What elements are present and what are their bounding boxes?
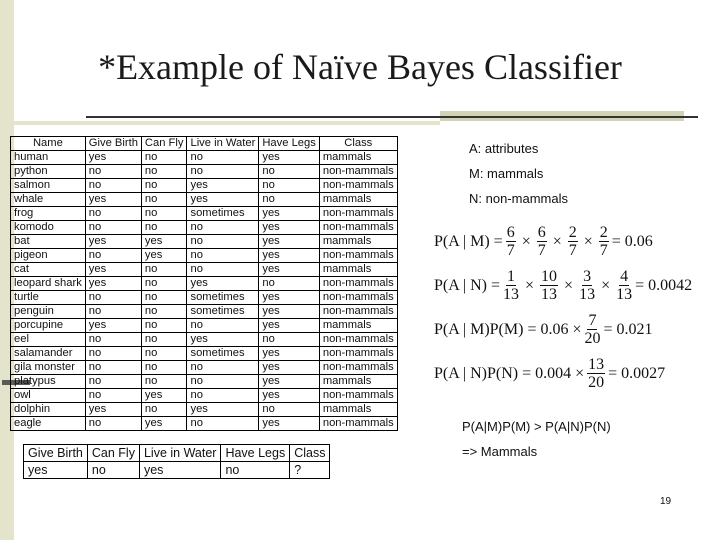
table-cell: leopard shark [11, 277, 86, 291]
denominator: 7 [599, 242, 608, 259]
table-row [11, 417, 398, 431]
table-row [11, 347, 398, 361]
numerator: 13 [588, 356, 605, 373]
table-cell: no [141, 305, 187, 319]
table-cell: yes [259, 417, 320, 431]
query-header-row [24, 445, 330, 462]
table-cell: no [187, 361, 259, 375]
table-cell: yes [85, 193, 141, 207]
table-row [11, 361, 398, 375]
query-table [23, 444, 330, 479]
table-cell: salmon [11, 179, 86, 193]
table-cell: yes [141, 249, 187, 263]
table-cell: yes [259, 305, 320, 319]
table-cell: no [187, 235, 259, 249]
table-cell: mammals [319, 375, 397, 389]
table-cell: yes [85, 151, 141, 165]
table-cell: no [85, 347, 141, 361]
denominator: 7 [506, 242, 515, 259]
table-cell: no [141, 333, 187, 347]
table-cell: yes [259, 389, 320, 403]
table-cell: mammals [319, 193, 397, 207]
table-cell: no [85, 305, 141, 319]
operator: × [564, 276, 574, 294]
table-cell: eel [11, 333, 86, 347]
table-cell: non-mammals [319, 165, 397, 179]
fraction [599, 224, 609, 259]
table-cell: no [259, 193, 320, 207]
operator: × [583, 232, 593, 250]
table-cell: no [141, 347, 187, 361]
table-cell: frog [11, 207, 86, 221]
table-cell: komodo [11, 221, 86, 235]
table-cell: sometimes [187, 207, 259, 221]
table-row [11, 319, 398, 333]
table-cell: no [187, 319, 259, 333]
table-cell: non-mammals [319, 417, 397, 431]
numerator: 4 [620, 268, 629, 285]
table-cell: no [259, 333, 320, 347]
table-body [11, 151, 398, 431]
table-cell: no [85, 361, 141, 375]
table-cell: yes [259, 319, 320, 333]
table-cell: no [85, 207, 141, 221]
table-cell: yes [259, 235, 320, 249]
table-cell: no [141, 151, 187, 165]
operator: × [601, 276, 611, 294]
denominator: 13 [579, 286, 596, 303]
table-cell: no [85, 221, 141, 235]
table-row [11, 249, 398, 263]
title-rule-shadow [14, 121, 440, 125]
equation-result: = 0.0042 [635, 276, 693, 294]
table-cell: yes [85, 263, 141, 277]
slide-title: *Example of Naïve Bayes Classifier [98, 47, 622, 87]
table-cell: no [85, 375, 141, 389]
table-cell: salamander [11, 347, 86, 361]
comparison-statement: P(A|M)P(M) > P(A|N)P(N) [462, 419, 611, 434]
table-cell: no [259, 165, 320, 179]
table-cell: yes [187, 403, 259, 417]
query-cell: no [87, 462, 139, 479]
table-row [11, 333, 398, 347]
fraction [506, 224, 516, 259]
column-header: Class [319, 137, 397, 151]
table-cell: turtle [11, 291, 86, 305]
table-cell: no [141, 221, 187, 235]
table-cell: no [141, 263, 187, 277]
numerator: 10 [541, 268, 558, 285]
table-cell: non-mammals [319, 333, 397, 347]
table-cell: yes [259, 221, 320, 235]
operator: × [552, 232, 562, 250]
table-cell: yes [259, 347, 320, 361]
fraction [568, 224, 578, 259]
query-value-row [24, 462, 330, 479]
equation-lhs: P(A | N)P(N) = 0.004 × [434, 364, 585, 382]
table-cell: python [11, 165, 86, 179]
table-cell: non-mammals [319, 277, 397, 291]
table-row [11, 151, 398, 165]
table-cell: no [187, 221, 259, 235]
numerator: 6 [506, 224, 515, 241]
equation-likelihood-mammals [434, 224, 653, 259]
fraction [616, 268, 632, 303]
numerator: 7 [588, 312, 597, 329]
table-cell: yes [141, 389, 187, 403]
legend-non-mammals: N: non-mammals [469, 191, 568, 206]
table-cell: no [85, 165, 141, 179]
table-cell: non-mammals [319, 291, 397, 305]
table-cell: no [141, 361, 187, 375]
column-header: Can Fly [141, 137, 187, 151]
denominator: 20 [584, 330, 601, 347]
table-cell: cat [11, 263, 86, 277]
table-row [11, 291, 398, 305]
table-cell: no [141, 193, 187, 207]
table-row [11, 305, 398, 319]
table-row [11, 193, 398, 207]
table-cell: non-mammals [319, 249, 397, 263]
table-cell: no [259, 403, 320, 417]
table-cell: no [85, 291, 141, 305]
table-header-row [11, 137, 398, 151]
table-cell: yes [259, 249, 320, 263]
table-cell: yes [141, 235, 187, 249]
table-cell: gila monster [11, 361, 86, 375]
table-cell: no [259, 277, 320, 291]
table-cell: no [141, 165, 187, 179]
table-row [11, 277, 398, 291]
equation-lhs: P(A | M) = [434, 232, 503, 250]
table-cell: no [85, 249, 141, 263]
table-cell: yes [259, 375, 320, 389]
table-cell: pigeon [11, 249, 86, 263]
table-cell: penguin [11, 305, 86, 319]
table-cell: platypus [11, 375, 86, 389]
table-cell: yes [187, 193, 259, 207]
table-cell: mammals [319, 263, 397, 277]
table-cell: no [141, 207, 187, 221]
table-cell: dolphin [11, 403, 86, 417]
table-cell: whale [11, 193, 86, 207]
table-cell: no [141, 277, 187, 291]
table-cell: non-mammals [319, 305, 397, 319]
table-row [11, 389, 398, 403]
table-cell: non-mammals [319, 347, 397, 361]
table-cell: yes [259, 263, 320, 277]
equation-posterior-mammals [434, 312, 653, 347]
table-cell: no [141, 375, 187, 389]
table-cell: no [187, 151, 259, 165]
table-cell: sometimes [187, 305, 259, 319]
table-cell: no [85, 417, 141, 431]
query-header: Can Fly [87, 445, 139, 462]
table-cell: yes [259, 207, 320, 221]
table-cell: non-mammals [319, 361, 397, 375]
legend-attributes: A: attributes [469, 141, 539, 156]
page-number: 19 [660, 496, 672, 507]
table-cell: yes [259, 361, 320, 375]
table-cell: no [187, 389, 259, 403]
query-cell: ? [290, 462, 330, 479]
table-cell: sometimes [187, 347, 259, 361]
table-cell: yes [187, 277, 259, 291]
column-header: Name [11, 137, 86, 151]
equation-posterior-non-mammals [434, 356, 665, 391]
table-cell: porcupine [11, 319, 86, 333]
table-row [11, 179, 398, 193]
column-header: Live in Water [187, 137, 259, 151]
table-cell: no [141, 179, 187, 193]
numerator: 2 [568, 224, 577, 241]
numerator: 3 [583, 268, 592, 285]
table-cell: yes [187, 333, 259, 347]
equation-result: = 0.021 [603, 320, 653, 338]
denominator: 13 [541, 286, 558, 303]
table-cell: bat [11, 235, 86, 249]
table-cell: no [141, 319, 187, 333]
table-cell: no [141, 403, 187, 417]
table-cell: no [141, 291, 187, 305]
table-cell: yes [259, 291, 320, 305]
table-row [11, 221, 398, 235]
table-cell: mammals [319, 319, 397, 333]
table-row [11, 207, 398, 221]
fraction [540, 268, 558, 303]
equation-lhs: P(A | N) = [434, 276, 501, 294]
table-cell: non-mammals [319, 179, 397, 193]
table-cell: non-mammals [319, 221, 397, 235]
fraction [587, 356, 605, 391]
table-cell: no [187, 263, 259, 277]
table-cell: non-mammals [319, 207, 397, 221]
column-header: Give Birth [85, 137, 141, 151]
table-cell: no [187, 165, 259, 179]
table-cell: non-mammals [319, 389, 397, 403]
table-cell: no [85, 179, 141, 193]
equation-result: = 0.0027 [608, 364, 666, 382]
fraction [579, 268, 595, 303]
table-cell: mammals [319, 235, 397, 249]
equation-likelihood-non-mammals [434, 268, 692, 303]
table-cell: no [259, 179, 320, 193]
table-cell: eagle [11, 417, 86, 431]
table-cell: mammals [319, 151, 397, 165]
training-data-table [10, 136, 398, 431]
denominator: 13 [616, 286, 633, 303]
query-header: Give Birth [24, 445, 88, 462]
legend-mammals: M: mammals [469, 166, 544, 181]
query-header: Live in Water [139, 445, 220, 462]
table-cell: no [187, 417, 259, 431]
operator: × [525, 276, 535, 294]
table-row [11, 263, 398, 277]
query-header: Class [290, 445, 330, 462]
fraction [503, 268, 519, 303]
table-cell: yes [141, 417, 187, 431]
numerator: 1 [507, 268, 516, 285]
table-cell: human [11, 151, 86, 165]
query-cell: no [221, 462, 290, 479]
numerator: 2 [599, 224, 608, 241]
column-header: Have Legs [259, 137, 320, 151]
equation-lhs: P(A | M)P(M) = 0.06 × [434, 320, 582, 338]
query-cell: yes [24, 462, 88, 479]
denominator: 7 [537, 242, 546, 259]
table-cell: no [187, 249, 259, 263]
fraction [537, 224, 547, 259]
table-cell: yes [85, 277, 141, 291]
table-cell: no [85, 389, 141, 403]
title-rule [86, 116, 698, 118]
table-cell: no [85, 333, 141, 347]
query-cell: yes [139, 462, 220, 479]
denominator: 13 [503, 286, 520, 303]
table-cell: yes [85, 403, 141, 417]
table-cell: yes [187, 179, 259, 193]
conclusion-statement: => Mammals [462, 444, 538, 459]
numerator: 6 [537, 224, 546, 241]
table-cell: owl [11, 389, 86, 403]
table-cell: mammals [319, 403, 397, 417]
table-cell: no [187, 375, 259, 389]
denominator: 20 [588, 374, 605, 391]
table-cell: yes [85, 319, 141, 333]
fraction [584, 312, 600, 347]
query-header: Have Legs [221, 445, 290, 462]
denominator: 7 [568, 242, 577, 259]
table-row [11, 375, 398, 389]
table-cell: sometimes [187, 291, 259, 305]
table-row [11, 165, 398, 179]
table-cell: yes [85, 235, 141, 249]
equation-result: = 0.06 [611, 232, 653, 250]
operator: × [521, 232, 531, 250]
table-row [11, 403, 398, 417]
table-cell: yes [259, 151, 320, 165]
table-row [11, 235, 398, 249]
